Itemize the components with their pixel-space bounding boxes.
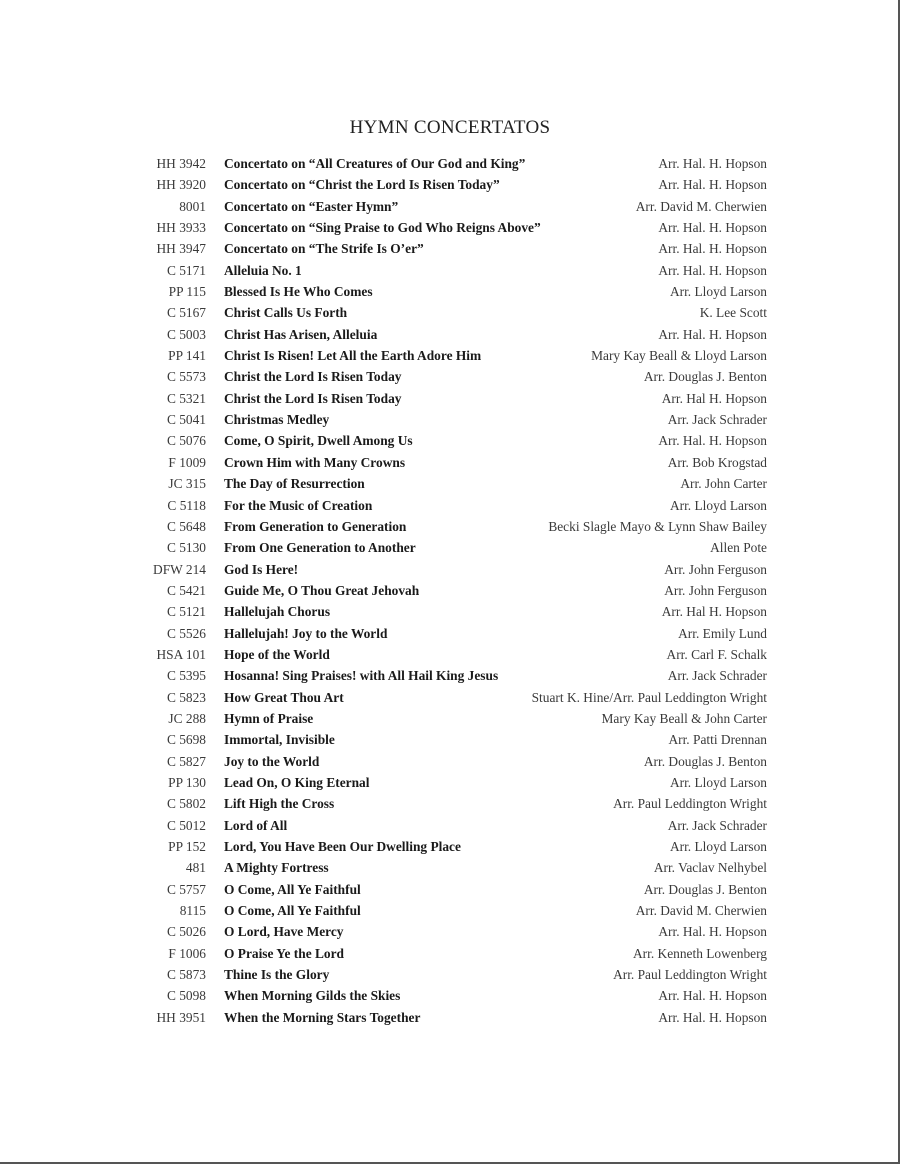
hymn-title: Thine Is the Glory [224,967,330,983]
catalog-number: HH 3920 [156,177,206,193]
hymn-title: How Great Thou Art [224,689,344,705]
list-item [0,260,900,281]
arranger: Arr. Hal. H. Hopson [658,262,767,278]
hymn-title: Christ the Lord Is Risen Today [224,369,402,385]
list-item [0,366,900,387]
catalog-number: C 5098 [166,988,206,1004]
hymn-title: Alleluia No. 1 [224,262,302,278]
list-item [0,217,900,238]
catalog-number: C 5421 [166,582,206,598]
hymn-title: Crown Him with Many Crowns [224,454,406,470]
catalog-number: HH 3951 [156,1009,206,1025]
hymn-title: Lord of All [224,817,288,833]
list-item [0,879,900,900]
arranger: Arr. Hal. H. Hopson [658,433,767,449]
hymn-title: O Come, All Ye Faithful [224,903,361,919]
hymn-title: Concertato on “The Strife Is O’er” [224,241,424,257]
hymn-title: Lift High the Cross [224,796,335,812]
catalog-number: PP 141 [168,348,206,364]
arranger: Arr. David M. Cherwien [635,198,767,214]
list-item [0,495,900,516]
list-item [0,964,900,985]
hymn-title: Lord, You Have Been Our Dwelling Place [224,839,461,854]
list-item [0,687,900,708]
catalog-number: 8115 [179,903,206,919]
hymn-title: Joy to the World [224,753,320,769]
catalog-number: C 5827 [166,753,206,769]
list-item [0,388,900,409]
catalog-number: C 5118 [167,497,206,513]
list-item [0,559,900,580]
list-item [0,751,900,772]
hymn-title: Hallelujah Chorus [224,604,331,620]
catalog-number: DFW 214 [153,561,206,577]
catalog-number: C 5012 [166,817,206,833]
list-item [0,1007,900,1028]
list-item [0,452,900,473]
catalog-number: C 5041 [166,412,206,428]
hymn-title: Blessed Is He Who Comes [224,284,373,300]
list-item [0,857,900,878]
catalog-number: C 5171 [166,262,206,278]
catalog-number: C 5167 [166,305,206,321]
hymn-title: O Praise Ye the Lord [224,945,344,961]
arranger: Arr. Hal. H. Hopson [658,241,767,257]
list-item [0,623,900,644]
hymn-title: Concertato on “All Creatures of Our God and King” [224,156,526,171]
arranger: Becki Slagle Mayo & Lynn Shaw Bailey [548,518,767,534]
list-item [0,580,900,601]
arranger: Arr. Hal H. Hopson [661,604,767,620]
catalog-number: C 5321 [166,390,206,406]
arranger: Stuart K. Hine/Arr. Paul Leddington Wright [531,689,767,705]
catalog-number: C 5526 [166,625,206,641]
list-item [0,409,900,430]
arranger: Arr. Patti Drennan [668,732,767,748]
arranger: Arr. Douglas J. Benton [643,753,767,769]
hymn-title: Hallelujah! Joy to the World [224,625,388,641]
list-item [0,943,900,964]
hymn-title: Hymn of Praise [224,710,314,726]
arranger: Arr. Hal. H. Hopson [658,220,767,236]
arranger: Arr. Jack Schrader [667,412,767,428]
hymn-title: Guide Me, O Thou Great Jehovah [224,582,420,598]
arranger: Arr. Hal. H. Hopson [658,1009,767,1025]
hymn-title: Concertato on “Easter Hymn” [224,198,399,214]
catalog-number: C 5757 [166,881,206,897]
arranger: Arr. Douglas J. Benton [643,881,767,897]
list-item [0,196,900,217]
list-item [0,665,900,686]
list-item [0,836,900,857]
hymn-title: Concertato on “Christ the Lord Is Risen Today” [224,177,500,193]
catalog-number: C 5823 [166,689,206,705]
list-item [0,174,900,195]
arranger: Arr. Douglas J. Benton [643,369,767,385]
list-item [0,345,900,366]
arranger: Arr. John Carter [680,476,767,492]
list-item [0,238,900,259]
arranger: Arr. Carl F. Schalk [666,646,767,662]
catalog-number: PP 152 [168,839,206,854]
catalog-number: PP 130 [168,774,206,790]
list-item [0,644,900,665]
arranger: Arr. Hal. H. Hopson [658,177,767,193]
list-item [0,793,900,814]
hymn-title: When the Morning Stars Together [224,1009,421,1025]
list-item [0,729,900,750]
list-item [0,153,900,174]
catalog-number: C 5026 [166,924,206,940]
list-item [0,430,900,451]
hymn-title: O Lord, Have Mercy [224,924,344,940]
list-item [0,324,900,345]
list-item [0,537,900,558]
hymn-title: Come, O Spirit, Dwell Among Us [224,433,413,449]
list-item [0,302,900,323]
hymn-title: Hope of the World [224,646,330,662]
hymn-title: Christ Has Arisen, Alleluia [224,326,378,342]
catalog-number: F 1009 [168,454,206,470]
list-item [0,985,900,1006]
catalog-number: 8001 [179,198,206,214]
catalog-number: 481 [185,860,206,876]
list-item [0,473,900,494]
catalog-number: F 1006 [168,945,206,961]
arranger: Arr. Hal. H. Hopson [658,156,767,171]
arranger: Mary Kay Beall & John Carter [601,710,767,726]
hymn-title: A Mighty Fortress [224,860,329,876]
catalog-number: C 5130 [166,540,206,556]
hymn-title: Hosanna! Sing Praises! with All Hail King Jesus [224,668,499,684]
catalog-number: C 5076 [166,433,206,449]
arranger: Arr. Kenneth Lowenberg [633,945,767,961]
list-item [0,921,900,942]
catalog-number: C 5573 [166,369,206,385]
hymn-title: O Come, All Ye Faithful [224,881,361,897]
hymn-title: Immortal, Invisible [224,732,335,748]
hymn-title: Christ the Lord Is Risen Today [224,390,402,406]
hymn-title: Christmas Medley [224,412,330,428]
arranger: Arr. Paul Leddington Wright [613,796,767,812]
hymn-title: God Is Here! [224,561,299,577]
list-item [0,601,900,622]
arranger: Arr. David M. Cherwien [635,903,767,919]
list-item [0,815,900,836]
arranger: Arr. Vaclav Nelhybel [653,860,767,876]
arranger: Arr. Bob Krogstad [667,454,767,470]
catalog-number: HH 3947 [156,241,206,257]
hymn-list [0,153,900,1028]
hymn-title: From One Generation to Another [224,540,416,556]
arranger: Arr. Jack Schrader [667,668,767,684]
arranger: Arr. Lloyd Larson [669,839,767,854]
catalog-number: JC 288 [168,710,206,726]
page-title: HYMN CONCERTATOS [349,117,551,138]
list-item [0,516,900,537]
catalog-number: C 5003 [166,326,206,342]
list-item [0,900,900,921]
catalog-number: C 5698 [166,732,206,748]
arranger: Arr. Hal. H. Hopson [658,326,767,342]
arranger: K. Lee Scott [699,305,767,321]
arranger: Arr. John Ferguson [664,582,767,598]
arranger: Mary Kay Beall & Lloyd Larson [591,348,767,364]
hymn-title: When Morning Gilds the Skies [224,988,401,1004]
arranger: Arr. Jack Schrader [667,817,767,833]
catalog-number: C 5648 [166,518,206,534]
catalog-number: HH 3933 [156,220,206,236]
hymn-title: Lead On, O King Eternal [224,774,370,790]
hymn-title: Concertato on “Sing Praise to God Who Reigns Above” [224,220,541,236]
hymn-title: From Generation to Generation [224,518,407,534]
list-item [0,772,900,793]
arranger: Allen Pote [710,540,767,556]
arranger: Arr. Hal H. Hopson [661,390,767,406]
catalog-number: JC 315 [168,476,206,492]
hymn-title: The Day of Resurrection [224,476,365,492]
arranger: Arr. Hal. H. Hopson [658,988,767,1004]
catalog-number: HSA 101 [156,646,206,662]
hymn-title: For the Music of Creation [224,497,373,513]
catalog-number: C 5121 [166,604,206,620]
list-item [0,281,900,302]
arranger: Arr. John Ferguson [664,561,767,577]
catalog-number: C 5802 [166,796,206,812]
catalog-number: PP 115 [168,284,206,300]
arranger: Arr. Hal. H. Hopson [658,924,767,940]
hymn-title: Christ Calls Us Forth [224,305,348,321]
list-item [0,708,900,729]
arranger: Arr. Paul Leddington Wright [613,967,767,983]
catalog-number: C 5873 [166,967,206,983]
hymn-title: Christ Is Risen! Let All the Earth Adore Him [224,348,482,364]
arranger: Arr. Emily Lund [678,625,767,641]
arranger: Arr. Lloyd Larson [669,774,767,790]
arranger: Arr. Lloyd Larson [669,497,767,513]
catalog-number: C 5395 [166,668,206,684]
arranger: Arr. Lloyd Larson [669,284,767,300]
catalog-number: HH 3942 [156,156,206,171]
